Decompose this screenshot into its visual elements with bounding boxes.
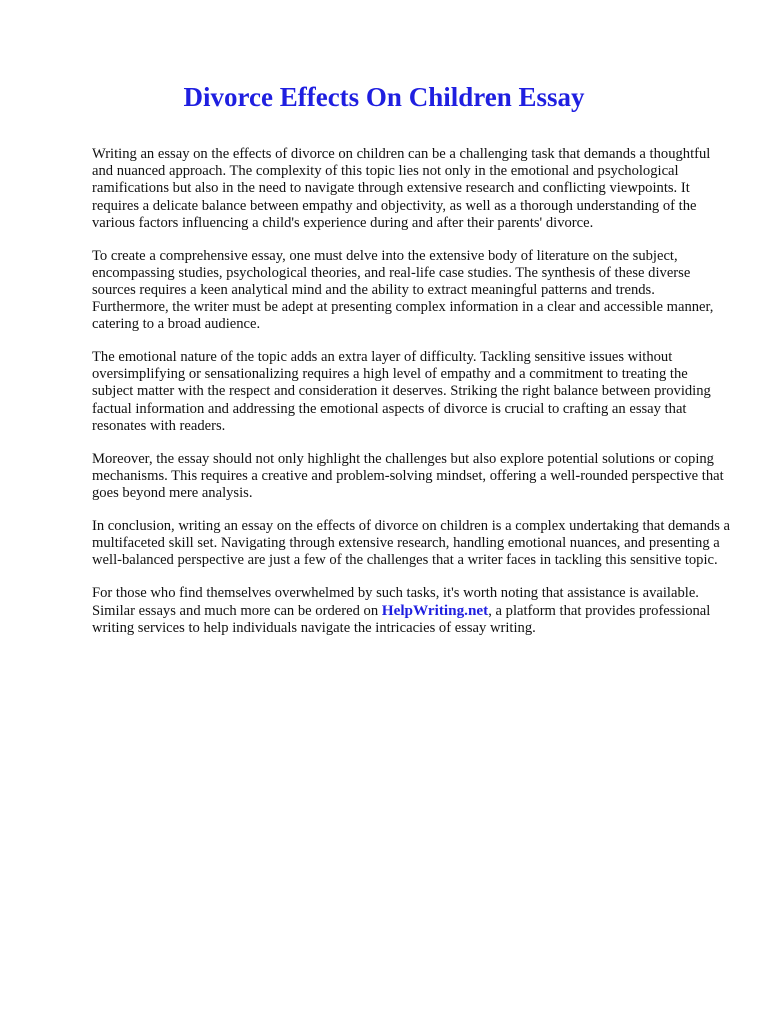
helpwriting-link[interactable]: HelpWriting.net	[381, 601, 489, 619]
paragraph-3: The emotional nature of the topic adds an extra layer of difficulty. Tackling sensitive issues without oversimplifying or sensationalizing requires a high level of empathy and a commitment to treating the subject matter with the respect and consideration it deserves. Striking the right balance between providing factual information and addressing the emotional aspects of divorce is crucial to crafting an essay that resonates with readers.	[92, 349, 711, 434]
paragraph-5: In conclusion, writing an essay on the effects of divorce on children is a complex undertaking that demands a multifaceted skill set. Navigating through extensive research, handling emotional nuances, and presenting a well-balanced perspective are just a few of the challenges that a writer faces in tackling this sensitive topic.	[92, 517, 731, 569]
paragraph-2: To create a comprehensive essay, one must delve into the extensive body of literature on the subject, encompassing studies, psychological theories, and real-life case studies. The synthesis of these diverse sources requires a keen analytical mind and the ability to extract meaningful patterns and trends. Furthermore, the writer must be adept at presenting complex information in a clear and accessible manner, catering to a broad audience.	[92, 247, 714, 333]
paragraph-1: Writing an essay on the effects of divorce on children can be a challenging task that demands a thoughtful and nuanced approach. The complexity of this topic lies not only in the emotional and psychological ramifications but also in the need to navigate through extensive research and conflicting viewpoints. It requires a delicate balance between empathy and objectivity, as well as a thorough understanding of the various factors influencing a child's experience during and after their parents' divorce.	[92, 146, 711, 231]
essay-body	[92, 146, 732, 653]
paragraph-4: Moreover, the essay should not only highlight the challenges but also explore potential solutions or coping mechanisms. This requires a creative and problem-solving mindset, offering a well-rounded perspective that goes beyond mere analysis.	[92, 450, 724, 501]
page-title: Divorce Effects On Children Essay	[183, 82, 585, 112]
paragraph-closing	[92, 585, 732, 638]
closing-text-before-link: For those who find themselves overwhelmed by such tasks, it's worth noting that assistance is available. Similar essays and much more can be ordered on	[92, 584, 699, 619]
closing-text-after-link: , a platform that provides professional writing services to help individuals navigate the intricacies of essay writing.	[92, 602, 711, 637]
